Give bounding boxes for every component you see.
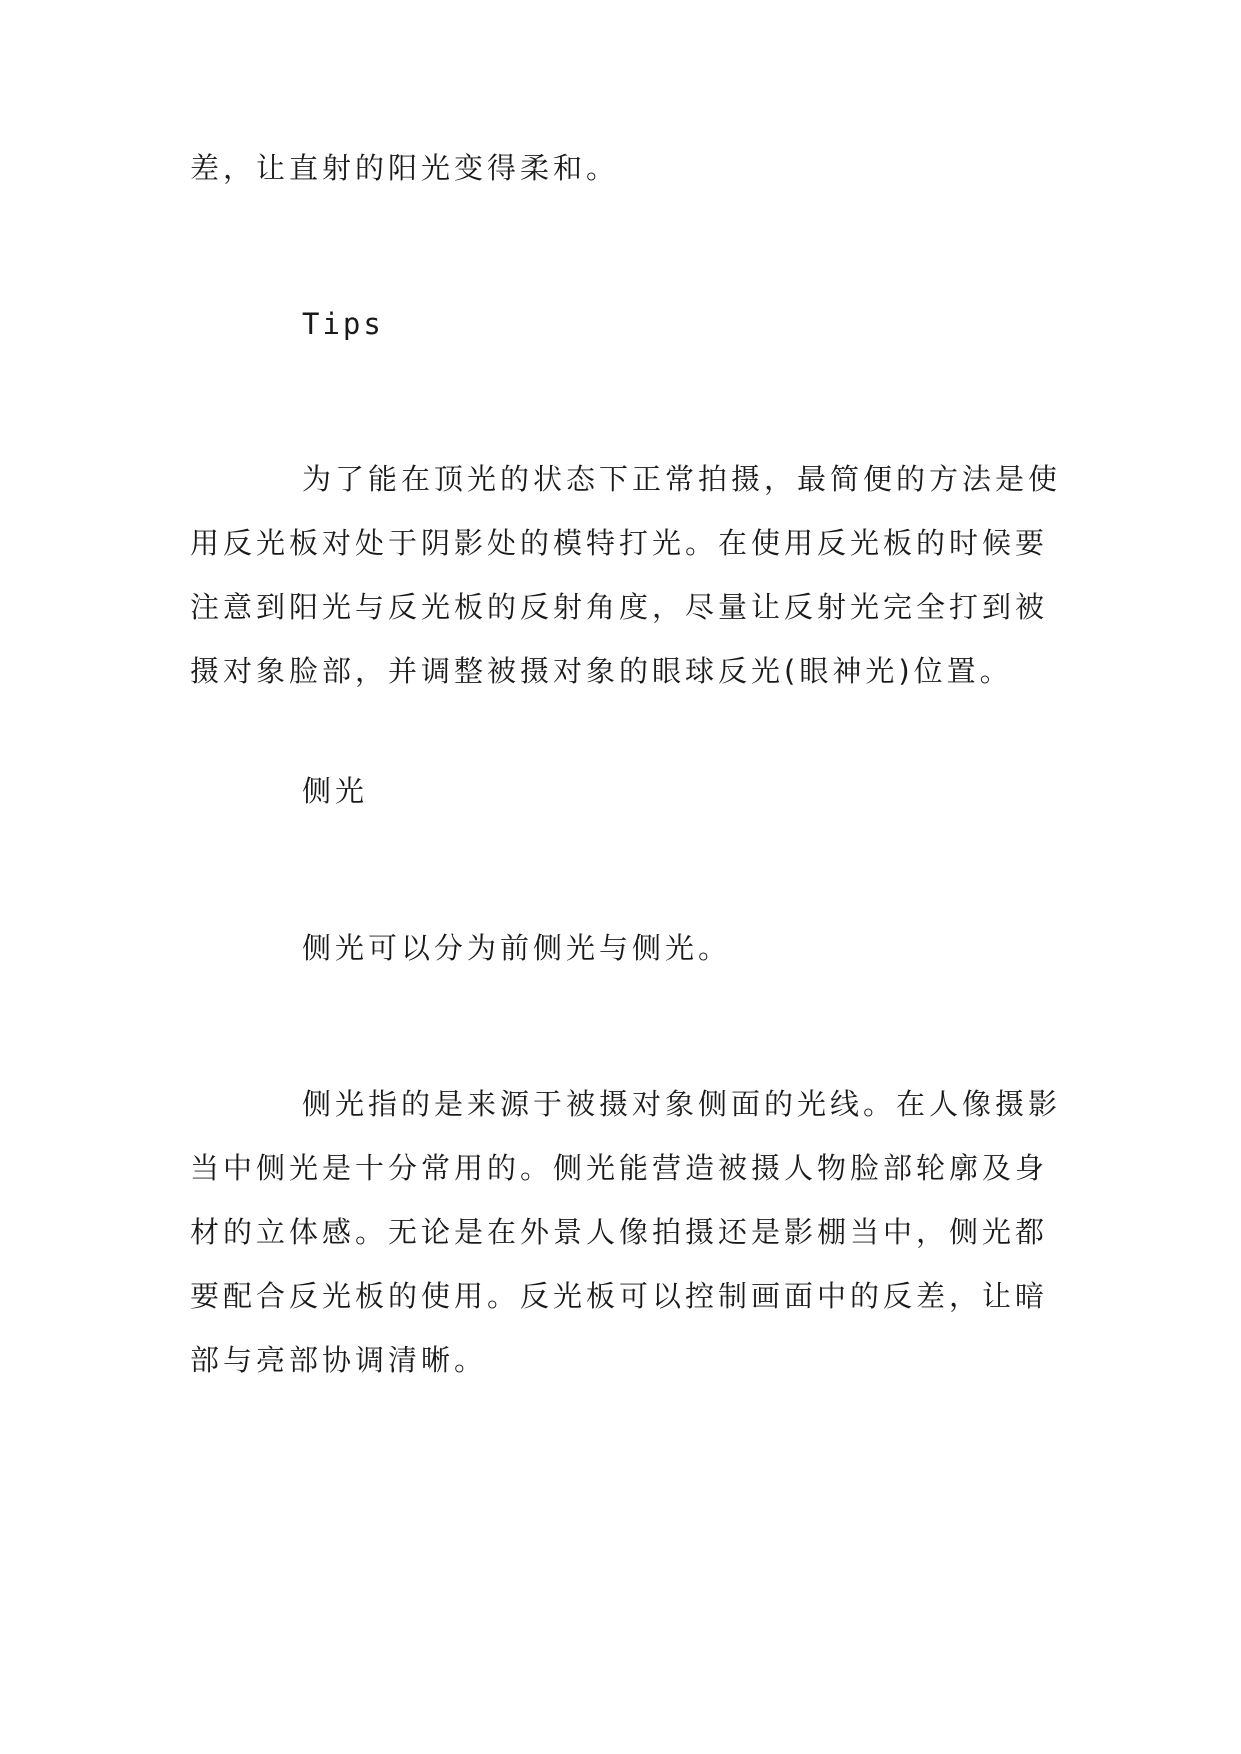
paragraph-continuation xyxy=(190,136,1060,200)
text-line: Tips xyxy=(302,307,384,341)
text-line: 用反光板对处于阴影处的模特打光。在使用反光板的时候要 xyxy=(190,526,1049,560)
text-line: 要配合反光板的使用。反光板可以控制画面中的反差，让暗 xyxy=(190,1279,1049,1313)
text-line: 为了能在顶光的状态下正常拍摄，最简便的方法是使 xyxy=(302,462,1062,496)
heading-tips xyxy=(190,292,1060,356)
heading-side-light xyxy=(190,759,1060,823)
text-line: 差，让直射的阳光变得柔和。 xyxy=(190,151,620,185)
text-line: 侧光指的是来源于被摄对象侧面的光线。在人像摄影 xyxy=(302,1087,1062,1121)
text-line: 部与亮部协调清晰。 xyxy=(190,1343,488,1377)
text-line: 注意到阳光与反光板的反射角度，尽量让反射光完全打到被 xyxy=(190,590,1049,624)
text-line: 当中侧光是十分常用的。侧光能营造被摄人物脸部轮廓及身 xyxy=(190,1151,1049,1185)
text-line: 摄对象脸部，并调整被摄对象的眼球反光(眼神光)位置。 xyxy=(190,654,1013,688)
text-line: 材的立体感。无论是在外景人像拍摄还是影棚当中，侧光都 xyxy=(190,1215,1049,1249)
paragraph-reflector-tip xyxy=(190,447,1060,703)
paragraph-side-light-description xyxy=(190,1072,1060,1392)
text-line: 侧光 xyxy=(302,774,369,808)
text-line: 侧光可以分为前侧光与侧光。 xyxy=(302,931,732,965)
paragraph-side-light-types xyxy=(190,916,1060,980)
